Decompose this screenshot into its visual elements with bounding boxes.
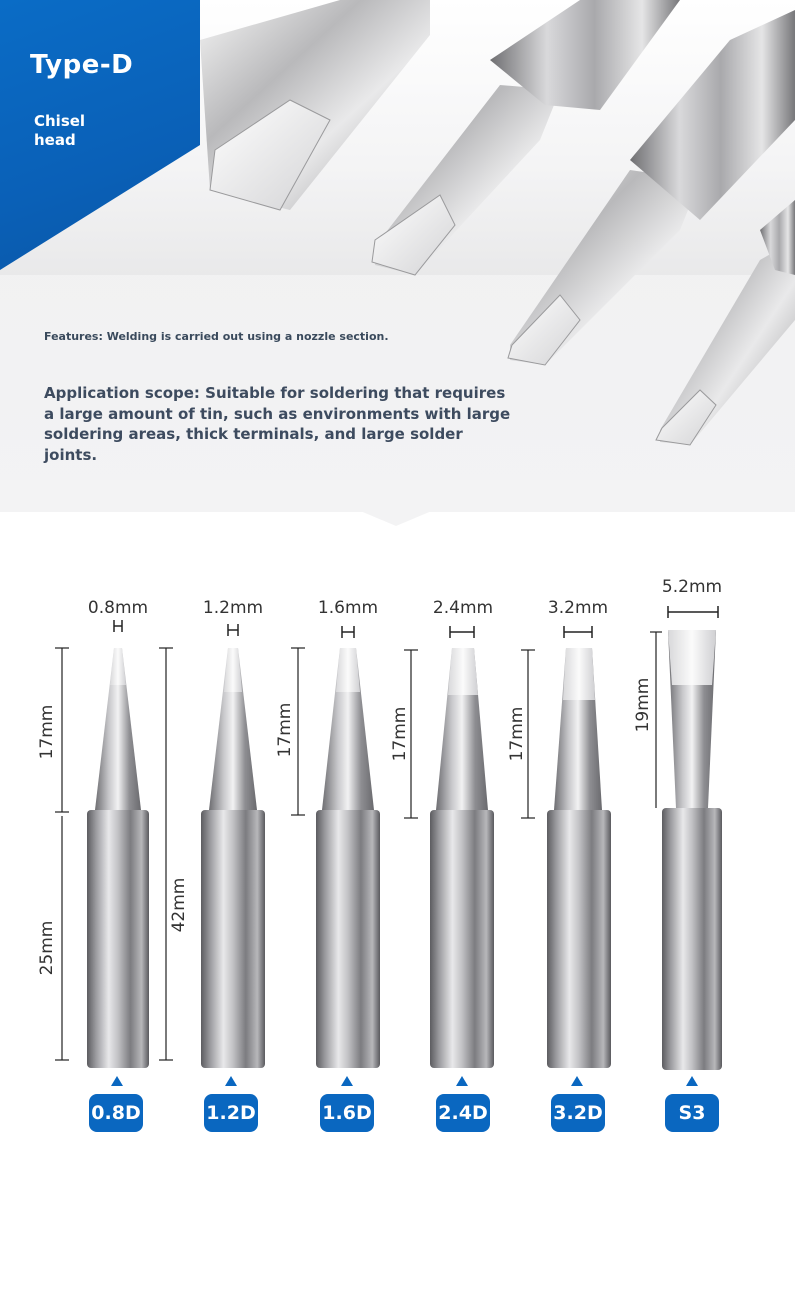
hero-tip-1 bbox=[200, 0, 430, 210]
tip-1.2D-drawing bbox=[201, 624, 265, 1068]
tip-width-label: 1.6mm bbox=[317, 598, 379, 618]
tip-3.2D-drawing bbox=[547, 626, 611, 1068]
tip-length-label: 17mm bbox=[390, 706, 410, 762]
tip-1.6D-drawing bbox=[316, 626, 380, 1068]
model-badge-S3: S3 bbox=[665, 1094, 719, 1132]
pointer-arrow-icon bbox=[686, 1076, 698, 1086]
type-subtitle: Chisel head bbox=[34, 112, 86, 149]
tip-length-label: 17mm bbox=[37, 704, 57, 760]
tip-0.8D-drawing bbox=[87, 620, 149, 1068]
tip-length-label: 17mm bbox=[507, 706, 527, 762]
model-badge-1.6D: 1.6D bbox=[320, 1094, 374, 1132]
model-badge-0.8D: 0.8D bbox=[89, 1094, 143, 1132]
tip-width-label: 2.4mm bbox=[432, 598, 494, 618]
tip-S3-drawing bbox=[662, 606, 722, 1070]
tip-length-label: 19mm bbox=[633, 677, 653, 733]
tip-drawings bbox=[0, 560, 795, 1160]
shank-length-label: 25mm bbox=[37, 920, 57, 976]
model-badge-3.2D: 3.2D bbox=[551, 1094, 605, 1132]
features-text: Features: Welding is carried out using a nozzle section. bbox=[44, 330, 389, 343]
pointer-arrow-icon bbox=[341, 1076, 353, 1086]
hero-tip-4 bbox=[656, 200, 795, 445]
pointer-arrow-icon bbox=[456, 1076, 468, 1086]
tip-width-label: 0.8mm bbox=[87, 598, 149, 618]
section-divider-notch bbox=[358, 510, 434, 526]
tip-lineup bbox=[0, 560, 795, 1160]
model-badge-2.4D: 2.4D bbox=[436, 1094, 490, 1132]
application-scope-text: Application scope: Suitable for soldering that requires a large amount of tin, such as environments with large soldering areas, thick terminals, and large solder joints. bbox=[44, 384, 511, 464]
model-badge-1.2D: 1.2D bbox=[204, 1094, 258, 1132]
pointer-arrow-icon bbox=[111, 1076, 123, 1086]
pointer-arrow-icon bbox=[225, 1076, 237, 1086]
tip-2.4D-drawing bbox=[430, 626, 494, 1068]
tip-width-label: 5.2mm bbox=[661, 577, 723, 597]
tip-width-label: 3.2mm bbox=[547, 598, 609, 618]
tip-width-label: 1.2mm bbox=[202, 598, 264, 618]
hero-banner bbox=[0, 0, 795, 512]
total-length-label: 42mm bbox=[169, 877, 189, 933]
type-title: Type-D bbox=[30, 50, 134, 80]
pointer-arrow-icon bbox=[571, 1076, 583, 1086]
tip-length-label: 17mm bbox=[275, 702, 295, 758]
